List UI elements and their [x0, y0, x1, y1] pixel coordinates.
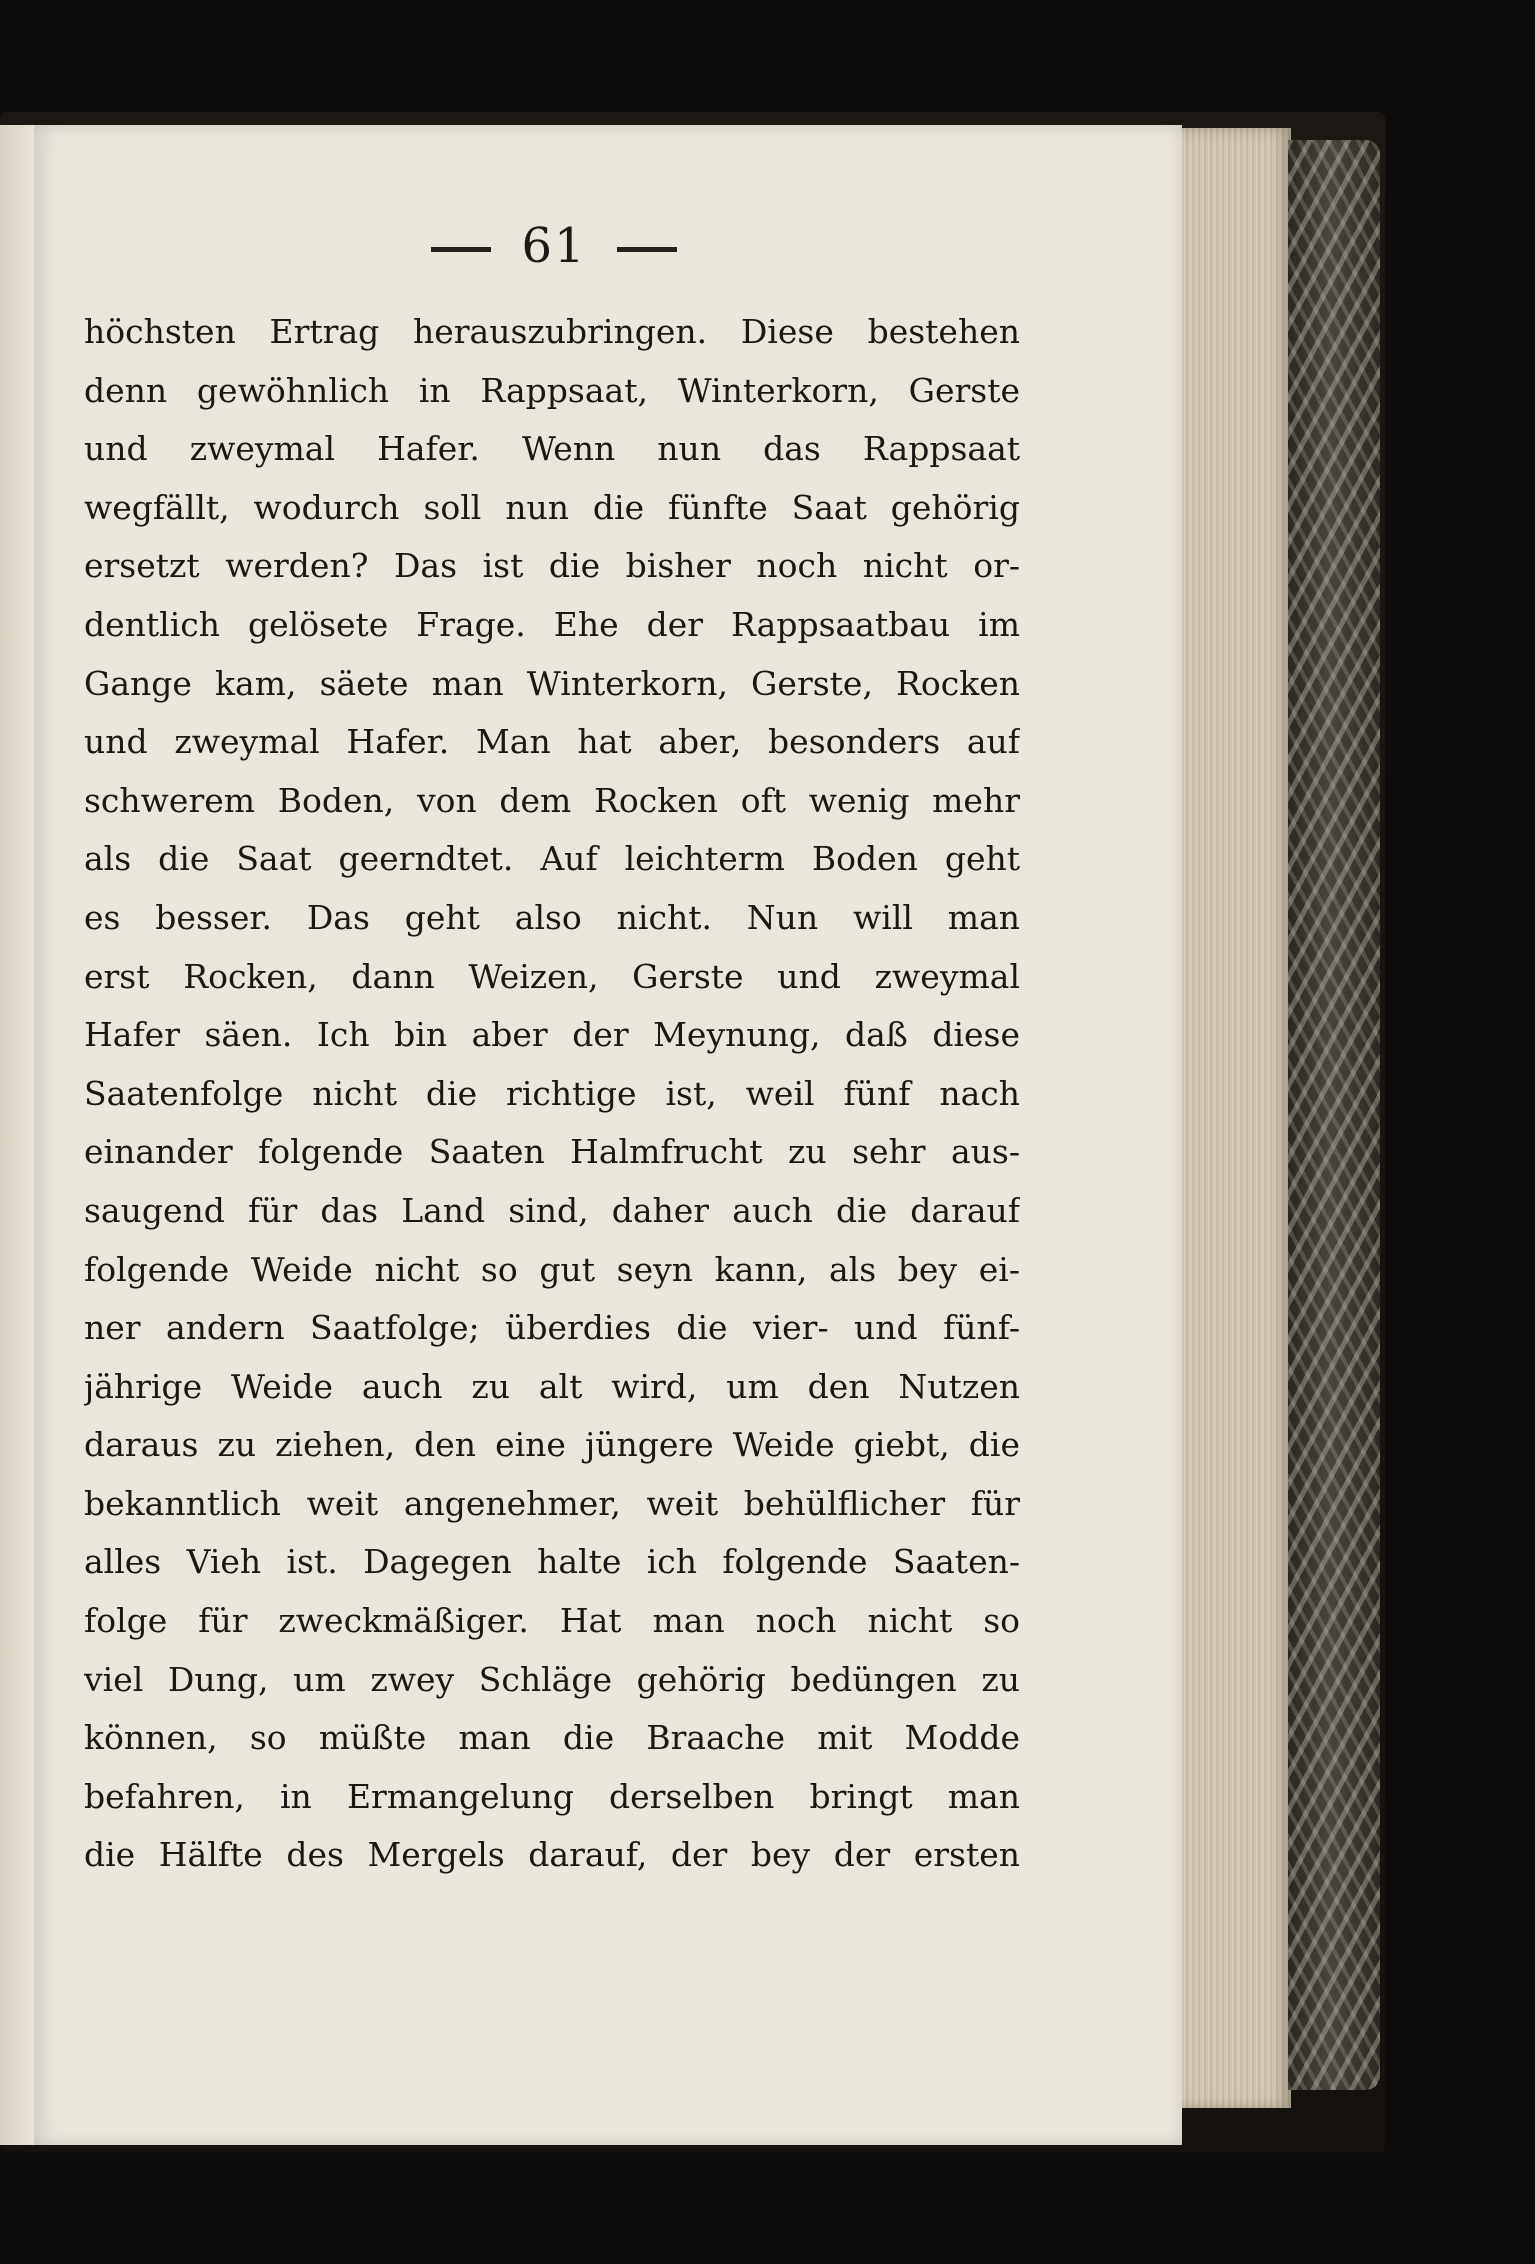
marbled-cover — [1288, 140, 1380, 2090]
text-line: daraus zu ziehen, den eine jüngere Weide giebt, die — [84, 1425, 1020, 1465]
text-line: es besser. Das geht also nicht. Nun will man — [84, 897, 1020, 937]
text-line: als die Saat geerndtet. Auf leichterm Boden geht — [84, 839, 1020, 879]
text-line: dentlich gelösete Frage. Ehe der Rappsaatbau im — [84, 604, 1020, 644]
text-line: jährige Weide auch zu alt wird, um den Nutzen — [84, 1366, 1020, 1406]
text-line: schwerem Boden, von dem Rocken oft wenig mehr — [84, 780, 1020, 820]
text-line: Hafer säen. Ich bin aber der Meynung, daß diese — [84, 1015, 1020, 1055]
text-line: Gange kam, säete man Winterkorn, Gerste, Rocken — [84, 663, 1020, 703]
text-line: viel Dung, um zwey Schläge gehörig bedüngen zu — [84, 1659, 1020, 1699]
text-line: wegfällt, wodurch soll nun die fünfte Saat gehörig — [84, 487, 1020, 527]
text-line: saugend für das Land sind, daher auch die darauf — [84, 1190, 1020, 1230]
text-line: ersetzt werden? Das ist die bisher noch nicht or- — [84, 546, 1020, 586]
text-line: Saatenfolge nicht die richtige ist, weil fünf nach — [84, 1073, 1020, 1113]
header-dash-left — [431, 247, 491, 252]
text-line: bekanntlich weit angenehmer, weit behülflicher für — [84, 1483, 1020, 1523]
text-line: folgende Weide nicht so gut seyn kann, als bey ei- — [84, 1249, 1020, 1289]
header-dash-right — [617, 247, 677, 252]
page-number: 61 — [521, 218, 587, 274]
book-page — [34, 125, 1182, 2145]
text-line: und zweymal Hafer. Man hat aber, besonders auf — [84, 722, 1020, 762]
text-line: ner andern Saatfolge; überdies die vier- und fünf- — [84, 1308, 1020, 1348]
page-edges — [1168, 128, 1291, 2108]
text-line: alles Vieh ist. Dagegen halte ich folgende Saaten- — [84, 1542, 1020, 1582]
text-line: folge für zweckmäßiger. Hat man noch nicht so — [84, 1601, 1020, 1641]
text-line: einander folgende Saaten Halmfrucht zu sehr aus- — [84, 1132, 1020, 1172]
page-header — [374, 218, 734, 298]
text-line: erst Rocken, dann Weizen, Gerste und zweymal — [84, 956, 1020, 996]
text-line: befahren, in Ermangelung derselben bringt man — [84, 1776, 1020, 1816]
body-text — [84, 303, 1020, 1885]
text-line: höchsten Ertrag herauszubringen. Diese bestehen — [84, 312, 1020, 351]
text-line: und zweymal Hafer. Wenn nun das Rappsaat — [84, 429, 1020, 469]
text-line: die Hälfte des Mergels darauf, der bey der ersten — [84, 1835, 1020, 1875]
text-line: können, so müßte man die Braache mit Modde — [84, 1718, 1020, 1758]
text-line: denn gewöhnlich in Rappsaat, Winterkorn, Gerste — [84, 370, 1020, 410]
